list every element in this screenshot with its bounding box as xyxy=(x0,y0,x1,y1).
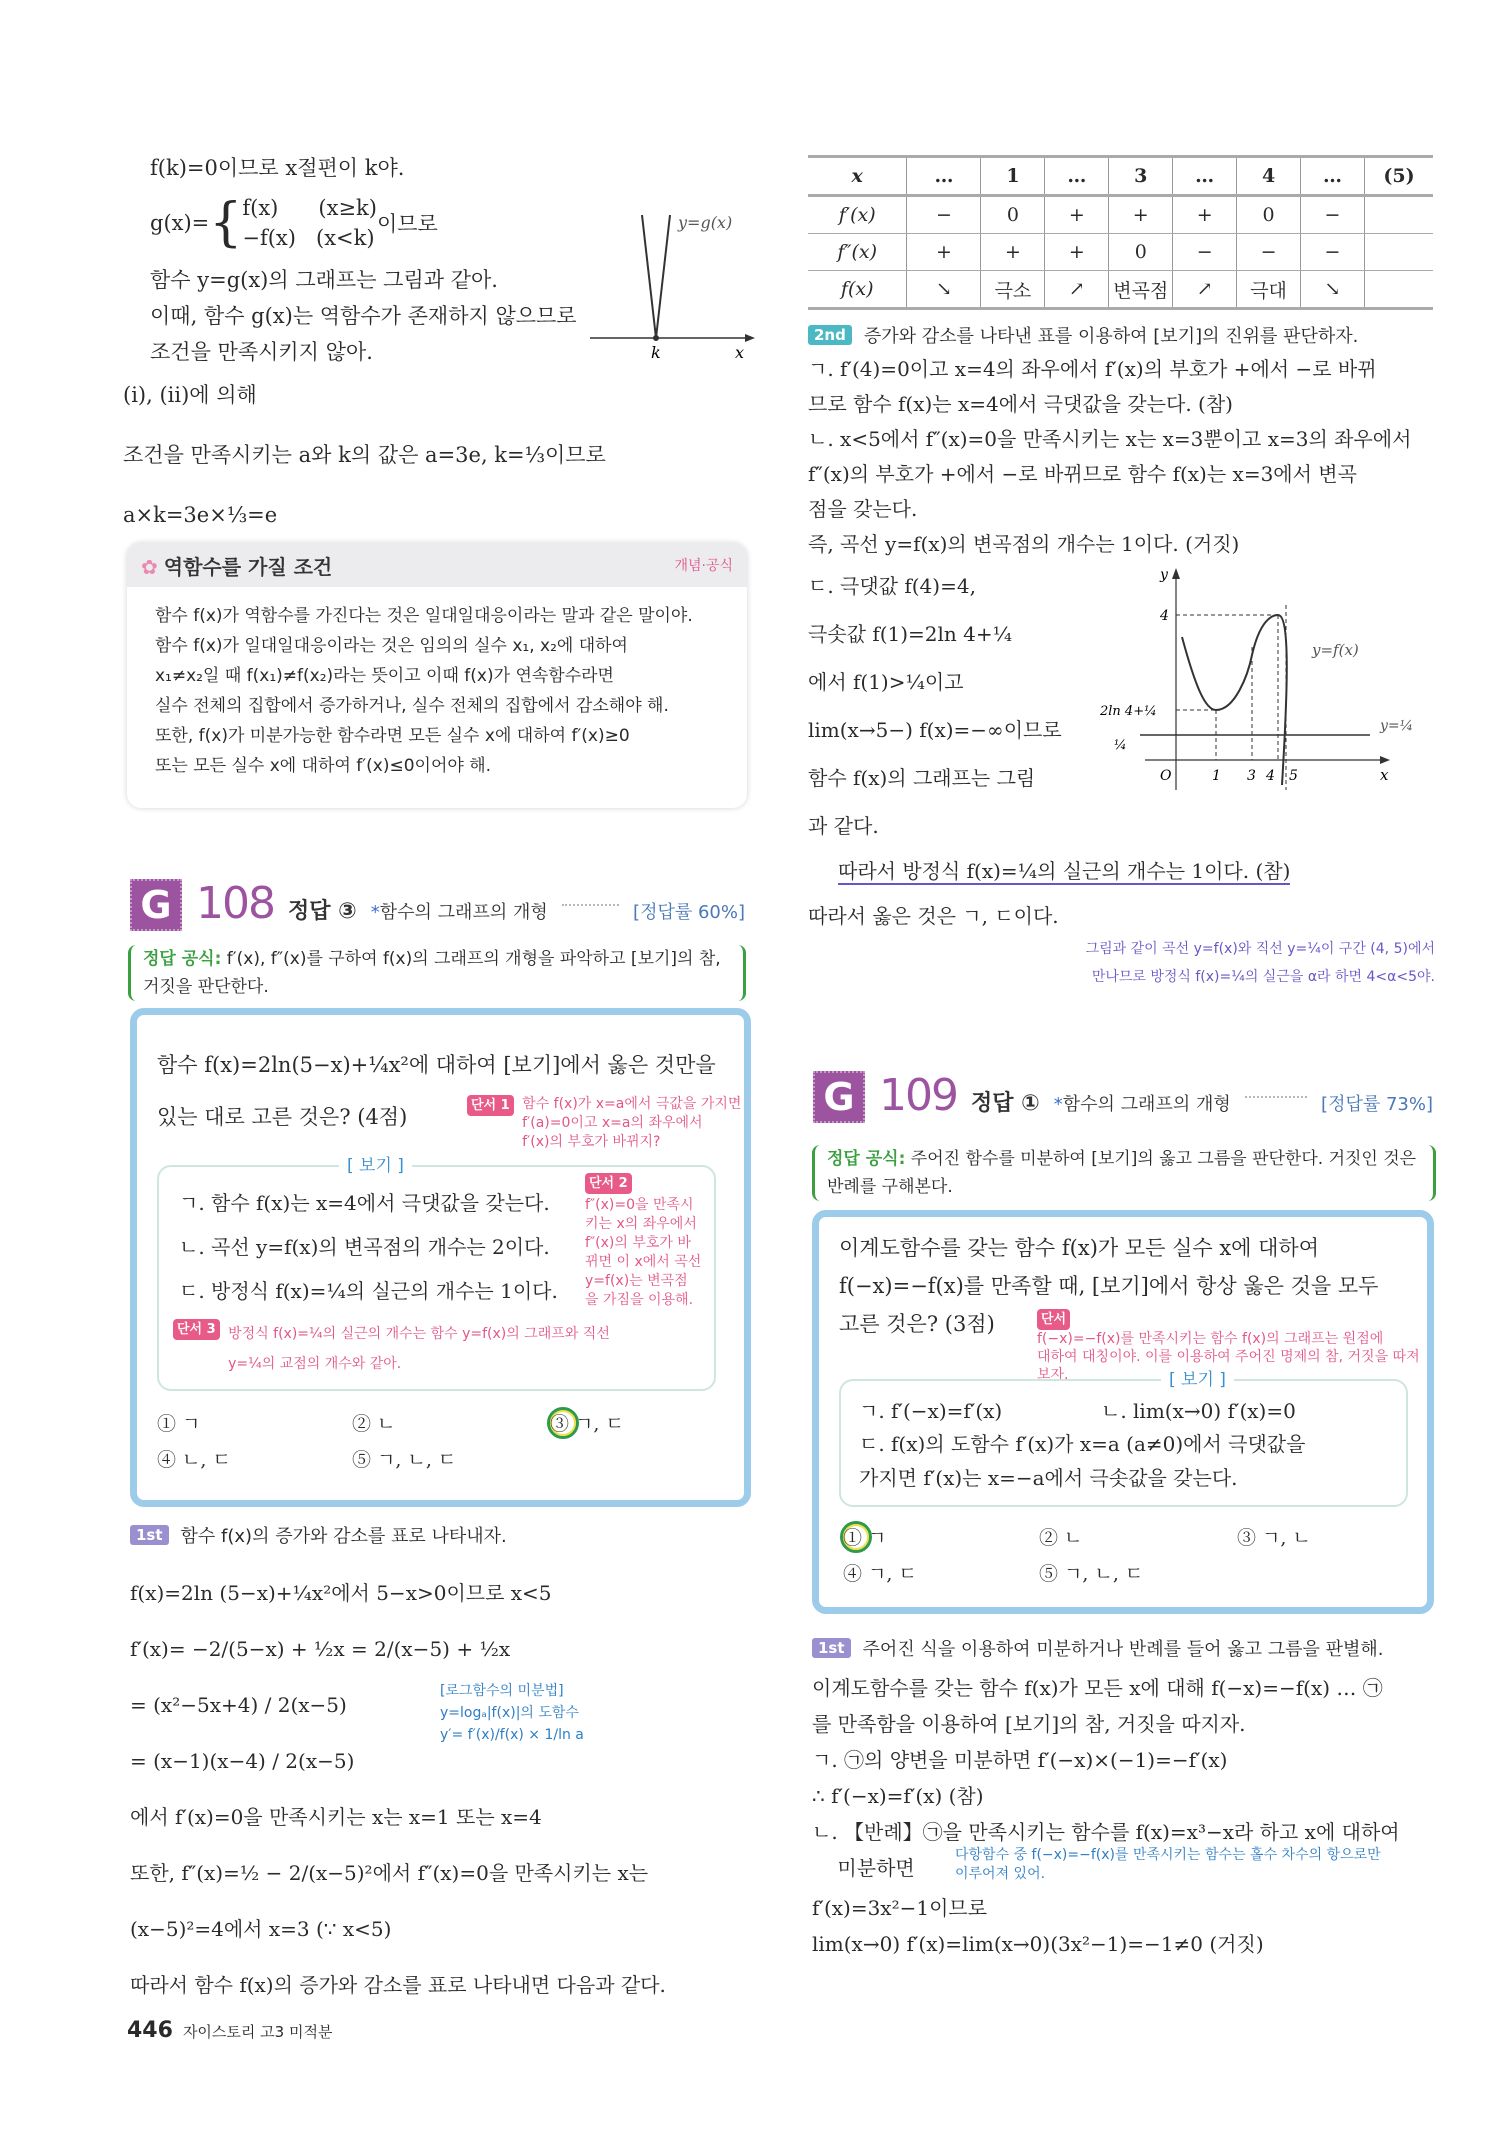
table-cell: … xyxy=(1301,157,1365,196)
text-line: 뀌면 이 x에서 곡선 xyxy=(585,1254,702,1270)
step2-lines-c xyxy=(808,562,1062,850)
page-number: 446 xyxy=(127,2018,173,2043)
text-line: 함수 f(x)가 일대일대응이라는 것은 임의의 실수 x₁, x₂에 대하여 xyxy=(155,636,628,656)
q109-number: 109 xyxy=(879,1070,957,1121)
text-line: 함수 f(x)의 그래프는 그림 xyxy=(808,766,1036,790)
table-cell: ↘ xyxy=(907,271,981,309)
g-explanation xyxy=(150,262,577,370)
formula-label: 정답 공식: xyxy=(827,1149,906,1169)
choice-3[interactable]: ③ ㄱ, ㄷ xyxy=(550,1413,624,1435)
book-title: 자이스토리 고3 미적분 xyxy=(182,2023,333,2041)
text-line: 에서 f′(x)=0을 만족시키는 x는 x=1 또는 x=4 xyxy=(130,1805,542,1829)
text-line: 극솟값 f(1)=2ln 4+¼ xyxy=(808,622,1013,646)
table-cell: ↗ xyxy=(1173,271,1237,309)
step1-badge: 1st xyxy=(130,1525,169,1545)
q108-hint-2 xyxy=(585,1173,701,1310)
x-tick-3: 3 xyxy=(1247,768,1256,784)
text-line: f(−x)=−f(x)를 만족시키는 함수 f(x)의 그래프는 원점에 xyxy=(1037,1331,1384,1347)
text-line: 즉, 곡선 y=f(x)의 변곡점의 개수는 1이다. (거짓) xyxy=(808,532,1240,556)
step1-badge: 1st xyxy=(812,1638,851,1658)
table-cell: + xyxy=(907,234,981,271)
text-line: (i), (ii)에 의해 xyxy=(123,383,257,407)
y-axis-arrow xyxy=(1172,568,1180,579)
conclusion-1 xyxy=(838,855,1290,884)
f-graph xyxy=(1100,565,1440,795)
footer xyxy=(127,2018,332,2043)
text-line: f″(x)의 부호가 +에서 −로 바뀌므로 함수 f(x)는 x=3에서 변곡 xyxy=(808,462,1357,486)
table-header-row xyxy=(808,157,1433,196)
dotted-leader xyxy=(562,904,619,906)
y-axis-label: y xyxy=(1160,567,1168,583)
table-cell: + xyxy=(1045,234,1109,271)
text-line: 함수 f(x)가 역함수를 가진다는 것은 일대일대응이라는 말과 같은 말이야. xyxy=(155,606,693,626)
q108-rate: [정답률 60%] xyxy=(633,902,745,923)
k-point xyxy=(653,335,659,341)
table-cell: 3 xyxy=(1109,157,1173,196)
y-tick-min: 2ln 4+¼ xyxy=(1100,704,1157,719)
asterisk: * xyxy=(370,902,380,923)
g-case-1: f(x) (x≥k) xyxy=(242,196,377,220)
table-cell: f(x) xyxy=(808,271,907,309)
text-line: 함수 f(x)=2ln(5−x)+¼x²에 대하여 [보기]에서 옳은 것만을 xyxy=(157,1053,716,1077)
q109-rate: [정답률 73%] xyxy=(1321,1094,1433,1115)
g-left-branch xyxy=(642,215,656,338)
text-line: 다항함수 중 f(−x)=−f(x)를 만족시키는 함수는 홀수 차수의 항으로만 xyxy=(955,1847,1381,1863)
log-derivative-note xyxy=(440,1680,584,1746)
table-cell: x xyxy=(808,157,907,196)
choice-1[interactable]: ① ㄱ xyxy=(843,1527,887,1549)
text-line: 있는 대로 고른 것은? (4점) xyxy=(157,1105,408,1129)
table-cell: + xyxy=(1045,196,1109,234)
table-cell: 4 xyxy=(1237,157,1301,196)
text-line: 따라서 함수 f(x)의 증가와 감소를 표로 나타내면 다음과 같다. xyxy=(130,1973,666,1997)
curve-label: y=f(x) xyxy=(1312,641,1359,659)
step2-lines xyxy=(808,352,1411,562)
table-cell: 변곡점 xyxy=(1109,271,1173,309)
text-line: ㄴ. 【반례】㉠을 만족시키는 함수를 f(x)=x³−x라 하고 x에 대하여 xyxy=(812,1820,1400,1844)
table-cell: − xyxy=(1301,196,1365,234)
formula-text: f′(x), f″(x)를 구하여 f(x)의 그래프의 개형을 파악하고 [보기]의 참, 거짓을 판단한다. xyxy=(143,949,721,997)
text-line: 에서 f(1)>¼이고 xyxy=(808,670,964,694)
text-line: f′(x)의 부호가 바뀌지? xyxy=(522,1134,661,1150)
text-line: = (x²−5x+4) / 2(x−5) xyxy=(130,1693,347,1717)
bogi-items xyxy=(179,1181,558,1313)
text-line: ㄱ. f′(4)=0이고 x=4의 좌우에서 f′(x)의 부호가 +에서 −로 바뀌 xyxy=(808,357,1377,381)
x-axis-arrow xyxy=(1380,756,1390,764)
text-line: (x−5)²=4에서 x=3 (∵ x<5) xyxy=(130,1917,392,1941)
q108-answer: 정답 ③ xyxy=(287,899,357,924)
table-cell: 극소 xyxy=(981,271,1045,309)
choice-2[interactable]: ② ㄴ xyxy=(1039,1527,1083,1549)
g-right-branch xyxy=(656,215,670,338)
hint-tag: 단서 xyxy=(1037,1309,1070,1330)
hint3-tag: 단서 3 xyxy=(173,1319,220,1340)
bogi-a: ㄱ. f′(−x)=f′(x) xyxy=(859,1399,1003,1423)
bogi-title: [ 보기 ] xyxy=(339,1155,412,1177)
table-cell xyxy=(1364,234,1433,271)
x-label: x xyxy=(735,343,745,360)
q109-answer: 정답 ① xyxy=(970,1091,1040,1116)
dotted-leader xyxy=(1245,1096,1307,1098)
text-line: 키는 x의 좌우에서 xyxy=(585,1216,697,1232)
table-row xyxy=(808,196,1433,234)
text-line: y=logₐ|f(x)|의 도함수 xyxy=(440,1705,579,1721)
hint3-lines xyxy=(228,1319,610,1379)
concept-lines xyxy=(127,587,747,781)
differentiate-label: 미분하면 xyxy=(812,1856,915,1880)
interval-note xyxy=(1086,935,1435,991)
step2-title: 증가와 감소를 나타낸 표를 이용하여 [보기]의 진위를 판단하자. xyxy=(863,326,1359,347)
table-cell: − xyxy=(1237,234,1301,271)
text-line: 고른 것은? (3점) xyxy=(839,1312,995,1336)
conclusion-2: 따라서 옳은 것은 ㄱ, ㄷ이다. xyxy=(808,904,1059,928)
table-cell: 0 xyxy=(1237,196,1301,234)
line-label: y=¼ xyxy=(1380,718,1414,734)
concept-title: 역함수를 가질 조건 xyxy=(163,554,333,579)
intro-line: f(k)=0이므로 x절편이 k야. xyxy=(150,156,405,180)
text-line: 가지면 f′(x)는 x=−a에서 극솟값을 갖는다. xyxy=(859,1466,1238,1490)
table-cell: ↗ xyxy=(1045,271,1109,309)
text-line: 조건을 만족시키는 a와 k의 값은 a=3e, k=⅓이므로 xyxy=(123,443,606,467)
text-line: 를 만족함을 이용하여 [보기]의 참, 거짓을 따지자. xyxy=(812,1712,1246,1736)
table-cell: … xyxy=(907,157,981,196)
concept-box xyxy=(127,543,747,808)
table-cell xyxy=(1364,196,1433,234)
q108-step-1 xyxy=(130,1522,507,1548)
text-line: 므로 함수 f(x)는 x=4에서 극댓값을 갖는다. (참) xyxy=(808,392,1233,416)
text-line: 이루어져 있어. xyxy=(955,1866,1046,1882)
text-line: f(−x)=−f(x)를 만족할 때, [보기]에서 항상 옳은 것을 모두 xyxy=(839,1274,1379,1298)
text-line: 그림과 같이 곡선 y=f(x)와 직선 y=¼이 구간 (4, 5)에서 xyxy=(1085,941,1435,957)
step1-title: 함수 f(x)의 증가와 감소를 표로 나타내자. xyxy=(180,1526,507,1547)
table-cell: 0 xyxy=(981,196,1045,234)
choice-4[interactable]: ④ ㄱ, ㄷ xyxy=(843,1563,917,1585)
x-tick-1: 1 xyxy=(1212,768,1221,784)
text-line: f′(a)=0이고 x=a의 좌우에서 xyxy=(522,1115,703,1131)
text-line: 함수 f(x)가 x=a에서 극값을 가지면 xyxy=(522,1096,742,1112)
text-line: f″(x)=0을 만족시 xyxy=(585,1197,694,1213)
text-line: 을 가짐을 이용해. xyxy=(585,1292,694,1308)
text-line: ㄷ. 방정식 f(x)=¼의 실근의 개수는 1이다. xyxy=(179,1279,558,1303)
text-line: 이계도함수를 갖는 함수 f(x)가 모든 x에 대해 f(−x)=−f(x) … ㉠ xyxy=(812,1676,1383,1700)
q108-hint-1 xyxy=(467,1095,741,1152)
text-line: ㄷ. 극댓값 f(4)=4, xyxy=(808,574,976,598)
table-cell: f″(x) xyxy=(808,234,907,271)
bogi-title: [ 보기 ] xyxy=(1161,1369,1234,1391)
q109-header xyxy=(813,1070,1433,1123)
bogi-c xyxy=(859,1427,1305,1495)
q108-problem-box xyxy=(130,1008,751,1507)
text-line: 만나므로 방정식 f(x)=¼의 실근을 α라 하면 4<α<5야. xyxy=(1091,969,1435,985)
q108-formula xyxy=(128,945,746,1001)
text-line: y=¼의 교점의 개수와 같아. xyxy=(228,1356,402,1372)
hint1-lines xyxy=(522,1095,741,1152)
q108-hint-3 xyxy=(173,1319,610,1379)
text-line: 보자. xyxy=(1037,1367,1069,1383)
text-line: 이때, 함수 g(x)는 역함수가 존재하지 않으므로 xyxy=(150,304,577,328)
table-cell xyxy=(1364,271,1433,309)
q108-topic: 함수의 그래프의 개형 xyxy=(379,902,548,923)
x-axis-label: x xyxy=(1380,766,1389,784)
table-cell: 0 xyxy=(1109,234,1173,271)
choice-1[interactable]: ① ㄱ xyxy=(157,1413,201,1435)
x-axis-arrow xyxy=(745,334,755,342)
q108-header xyxy=(130,878,745,931)
table-cell: − xyxy=(1173,234,1237,271)
concept-tag: 개념·공식 xyxy=(674,558,733,574)
q109-step-1 xyxy=(812,1635,1384,1661)
asterisk: * xyxy=(1053,1094,1063,1115)
text-line: 또한, f″(x)=½ − 2/(x−5)²에서 f″(x)=0을 만족시키는 x는 xyxy=(130,1861,649,1885)
increase-decrease-table xyxy=(808,155,1433,310)
odd-function-note xyxy=(955,1846,1381,1884)
text-line: 이계도함수를 갖는 함수 f(x)가 모든 실수 x에 대하여 xyxy=(839,1236,1320,1260)
table-cell: … xyxy=(1045,157,1109,196)
text-line: ㄴ. 곡선 y=f(x)의 변곡점의 개수는 2이다. xyxy=(179,1235,550,1259)
table-cell: … xyxy=(1173,157,1237,196)
x-tick-5: 5 xyxy=(1289,768,1298,784)
text-line: 함수 y=g(x)의 그래프는 그림과 같아. xyxy=(150,268,498,292)
text-line: f(x)=2ln (5−x)+¼x²에서 5−x>0이므로 x<5 xyxy=(130,1581,552,1605)
g-lhs: g(x)= xyxy=(150,211,210,235)
y-tick-quarter: ¼ xyxy=(1114,738,1127,753)
text-line: y′= f′(x)/f(x) × 1/ln a xyxy=(440,1727,584,1743)
text-line: 대하여 대칭이야. 이를 이용하여 주어진 명제의 참, 거짓을 따져 xyxy=(1037,1349,1420,1365)
choice-4[interactable]: ④ ㄴ, ㄷ xyxy=(157,1449,231,1471)
q109-solution-tail xyxy=(812,1890,1264,1962)
text-line: 또는 모든 실수 x에 대하여 f′(x)≤0이어야 해. xyxy=(155,756,492,776)
y-tick-4: 4 xyxy=(1160,608,1169,624)
table-row xyxy=(808,234,1433,271)
conclusion xyxy=(123,365,606,545)
bogi-b: ㄴ. lim(x→0) f′(x)=0 xyxy=(1101,1399,1296,1423)
q109-topic: 함수의 그래프의 개형 xyxy=(1062,1094,1231,1115)
text-line: f″(x)의 부호가 바 xyxy=(585,1235,691,1251)
formula-text: 주어진 함수를 미분하여 [보기]의 옳고 그름을 판단한다. 거짓인 것은 반례를 구해본다. xyxy=(827,1149,1417,1197)
text-line: 또한, f(x)가 미분가능한 함수라면 모든 실수 x에 대하여 f′(x)≥0 xyxy=(155,726,630,746)
table-cell: − xyxy=(1301,234,1365,271)
q108-number: 108 xyxy=(196,878,274,929)
hint1-tag: 단서 1 xyxy=(467,1095,514,1116)
brace: { xyxy=(209,193,243,253)
table-cell: f′(x) xyxy=(808,196,907,234)
text-line: 조건을 만족시키지 않아. xyxy=(150,340,373,364)
g-curve-label: y=g(x) xyxy=(678,213,733,232)
text-line: ㄴ. x<5에서 f″(x)=0을 만족시키는 x는 x=3뿐이고 x=3의 좌우에서 xyxy=(808,427,1412,451)
q108-solution xyxy=(130,1565,666,2013)
text-line: ㄱ. 함수 f(x)는 x=4에서 극댓값을 갖는다. xyxy=(179,1191,550,1215)
text-line: = (x−1)(x−4) / 2(x−5) xyxy=(130,1749,355,1773)
text-line: y=f(x)는 변곡점 xyxy=(585,1273,688,1289)
table-row xyxy=(808,271,1433,309)
q109-badge: G xyxy=(813,1071,865,1123)
text-line: a×k=3e×⅓=e xyxy=(123,503,278,527)
table-cell: ↘ xyxy=(1301,271,1365,309)
q109-problem-box xyxy=(812,1210,1434,1614)
text-line: f′(x)= −2/(5−x) + ½x = 2/(x−5) + ½x xyxy=(130,1637,511,1661)
table-cell: + xyxy=(981,234,1045,271)
q109-formula xyxy=(812,1145,1436,1201)
text-line: 방정식 f(x)=¼의 실근의 개수는 함수 y=f(x)의 그래프와 직선 xyxy=(228,1326,610,1342)
choice-2[interactable]: ② ㄴ xyxy=(352,1413,396,1435)
x-tick-4: 4 xyxy=(1266,768,1275,784)
choice-3[interactable]: ③ ㄱ, ㄴ xyxy=(1237,1527,1311,1549)
table-cell: − xyxy=(907,196,981,234)
text-line: 실수 전체의 집합에서 증가하거나, 실수 전체의 집합에서 감소해야 해. xyxy=(155,696,669,716)
text-line: lim(x→5−) f(x)=−∞이므로 xyxy=(808,718,1062,742)
table-cell: 극대 xyxy=(1237,271,1301,309)
table-cell: + xyxy=(1173,196,1237,234)
text-line: x₁≠x₂일 때 f(x₁)≠f(x₂)라는 뜻이고 이때 f(x)가 연속함수라면 xyxy=(155,666,614,686)
formula-label: 정답 공식: xyxy=(143,949,222,969)
text-line: 점을 갖는다. xyxy=(808,497,918,521)
hint2-lines xyxy=(585,1196,701,1310)
origin-label: O xyxy=(1160,768,1172,784)
step2-badge: 2nd xyxy=(808,325,852,345)
choice-5[interactable]: ⑤ ㄱ, ㄴ, ㄷ xyxy=(1039,1563,1144,1585)
q108-badge: G xyxy=(130,879,182,931)
text-line: f′(x)=3x²−1이므로 xyxy=(812,1896,988,1920)
text-line: 과 같다. xyxy=(808,814,879,838)
text-line: ㄷ. f(x)의 도함수 f′(x)가 x=a (a≠0)에서 극댓값을 xyxy=(859,1432,1306,1456)
choice-5[interactable]: ⑤ ㄱ, ㄴ, ㄷ xyxy=(352,1449,457,1471)
text-line: lim(x→0) f′(x)=lim(x→0)(3x²−1)=−1≠0 (거짓) xyxy=(812,1932,1264,1956)
hint2-tag: 단서 2 xyxy=(585,1173,632,1194)
k-label: k xyxy=(651,343,661,360)
text-line: ∴ f′(−x)=f′(x) (참) xyxy=(812,1784,984,1808)
g-graph xyxy=(590,210,765,360)
g-piecewise xyxy=(150,193,438,253)
table-cell: (5) xyxy=(1364,157,1433,196)
g-case-2: −f(x) (x<k) xyxy=(242,226,375,250)
step-2 xyxy=(808,322,1358,348)
flower-icon: ✿ xyxy=(141,554,158,579)
g-suffix: 이므로 xyxy=(376,212,438,236)
text-line: ㄱ. ㉠의 양변을 미분하면 f′(−x)×(−1)=−f′(x) xyxy=(812,1748,1228,1772)
text-line: [로그함수의 미분법] xyxy=(440,1683,564,1699)
q109-solution xyxy=(812,1670,1400,1850)
table-cell: + xyxy=(1109,196,1173,234)
conclusion-1-text: 따라서 방정식 f(x)=¼의 실근의 개수는 1이다. (참) xyxy=(838,859,1291,883)
step1-title: 주어진 식을 이용하여 미분하거나 반례를 들어 옳고 그름을 판별해. xyxy=(862,1639,1384,1660)
table-cell: 1 xyxy=(981,157,1045,196)
